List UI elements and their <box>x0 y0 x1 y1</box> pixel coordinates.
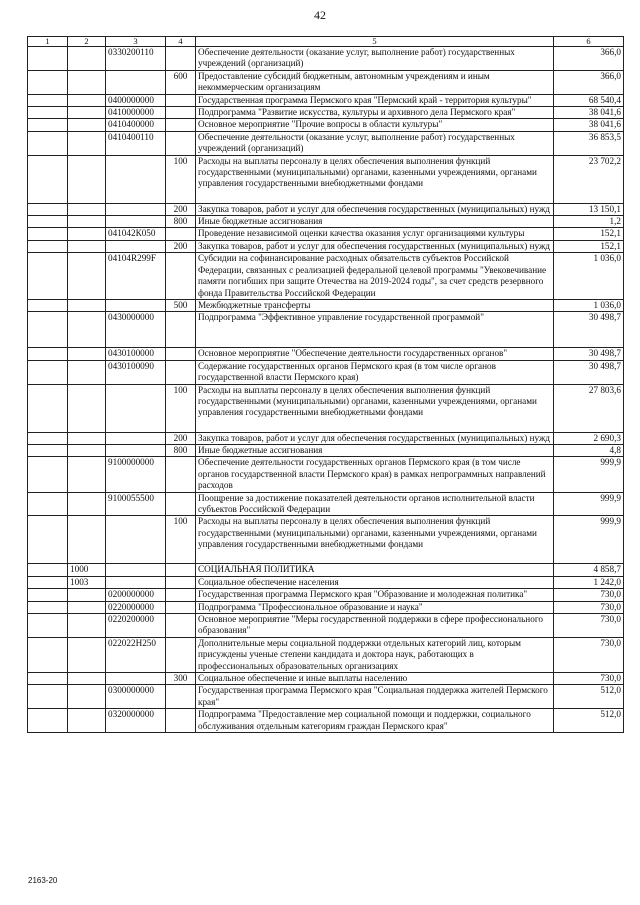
target-article-cell: 0220200000 <box>106 614 166 638</box>
expense-type-cell <box>166 564 196 576</box>
target-article-cell: 9100055500 <box>106 492 166 516</box>
subsection-cell <box>68 216 106 228</box>
amount-cell: 1 036,0 <box>554 253 624 300</box>
amount-cell: 2 690,3 <box>554 432 624 444</box>
target-article-cell: 041042К050 <box>106 228 166 240</box>
expense-type-cell: 600 <box>166 70 196 94</box>
section-cell <box>28 564 68 576</box>
column-header-2: 2 <box>68 37 106 47</box>
item-name-cell: Закупка товаров, работ и услуг для обеспечения государственных (муниципальных) нужд <box>196 240 554 252</box>
subsection-cell <box>68 492 106 516</box>
item-name-cell: Государственная программа Пермского края "Пермский край - территория культуры" <box>196 94 554 106</box>
expense-type-cell: 200 <box>166 203 196 215</box>
target-article-cell: 022022Н250 <box>106 637 166 672</box>
target-article-cell <box>106 384 166 432</box>
subsection-cell <box>68 240 106 252</box>
column-header-1: 1 <box>28 37 68 47</box>
amount-cell: 68 540,4 <box>554 94 624 106</box>
amount-cell: 30 498,7 <box>554 348 624 360</box>
column-header-4: 4 <box>166 37 196 47</box>
expense-type-cell <box>166 119 196 131</box>
target-article-cell: 0330200110 <box>106 47 166 71</box>
item-name-cell: Предоставление субсидий бюджетным, автономным учреждениям и иным некоммерческим организациям <box>196 70 554 94</box>
subsection-cell <box>68 203 106 215</box>
amount-cell: 730,0 <box>554 637 624 672</box>
target-article-cell: 0410400110 <box>106 131 166 155</box>
expense-type-cell <box>166 360 196 384</box>
subsection-cell <box>68 444 106 456</box>
subsection-cell: 1003 <box>68 576 106 588</box>
amount-cell: 999,9 <box>554 457 624 492</box>
amount-cell: 366,0 <box>554 47 624 71</box>
target-article-cell: 0410000000 <box>106 107 166 119</box>
section-cell <box>28 348 68 360</box>
amount-cell: 512,0 <box>554 709 624 733</box>
subsection-cell <box>68 614 106 638</box>
item-name-cell: Содержание государственных органов Пермского края (в том числе органов государственной власти Пермского края) <box>196 360 554 384</box>
subsection-cell <box>68 119 106 131</box>
section-cell <box>28 203 68 215</box>
expense-type-cell: 200 <box>166 240 196 252</box>
table-row <box>28 216 624 228</box>
item-name-cell: Социальное обеспечение и иные выплаты населению <box>196 673 554 685</box>
item-name-cell: Расходы на выплаты персоналу в целях обеспечения выполнения функций государственными (муниципальными) органами, казенными учреждениями, органами управления государственными внебюджетными фондами <box>196 155 554 203</box>
subsection-cell <box>68 709 106 733</box>
expense-type-cell <box>166 228 196 240</box>
subsection-cell <box>68 360 106 384</box>
amount-cell: 4,8 <box>554 444 624 456</box>
section-cell <box>28 673 68 685</box>
section-cell <box>28 216 68 228</box>
subsection-cell <box>68 94 106 106</box>
amount-cell: 1 242,0 <box>554 576 624 588</box>
section-cell <box>28 685 68 709</box>
expense-type-cell <box>166 601 196 613</box>
table-row <box>28 119 624 131</box>
expense-type-cell <box>166 492 196 516</box>
target-article-cell: 0410400000 <box>106 119 166 131</box>
target-article-cell <box>106 216 166 228</box>
table-row <box>28 601 624 613</box>
amount-cell: 152,1 <box>554 228 624 240</box>
item-name-cell: Проведение независимой оценки качества оказания услуг организациями культуры <box>196 228 554 240</box>
amount-cell: 30 498,7 <box>554 312 624 348</box>
section-cell <box>28 492 68 516</box>
column-header-3: 3 <box>106 37 166 47</box>
target-article-cell <box>106 516 166 564</box>
target-article-cell: 0400000000 <box>106 94 166 106</box>
target-article-cell <box>106 564 166 576</box>
item-name-cell: Государственная программа Пермского края "Социальная поддержка жителей Пермского края" <box>196 685 554 709</box>
expense-type-cell <box>166 131 196 155</box>
item-name-cell: Обеспечение деятельности (оказание услуг, выполнение работ) государственных учреждений (организаций) <box>196 47 554 71</box>
item-name-cell: Расходы на выплаты персоналу в целях обеспечения выполнения функций государственными (муниципальными) органами, казенными учреждениями, органами управления государственными внебюджетными фондами <box>196 516 554 564</box>
target-article-cell <box>106 299 166 311</box>
expense-type-cell: 200 <box>166 432 196 444</box>
table-row <box>28 312 624 348</box>
table-row <box>28 203 624 215</box>
table-row <box>28 432 624 444</box>
subsection-cell <box>68 384 106 432</box>
item-name-cell: Межбюджетные трансферты <box>196 299 554 311</box>
amount-cell: 366,0 <box>554 70 624 94</box>
expense-type-cell <box>166 589 196 601</box>
section-cell <box>28 384 68 432</box>
item-name-cell: Основное мероприятие "Обеспечение деятельности государственных органов" <box>196 348 554 360</box>
table-row <box>28 492 624 516</box>
subsection-cell: 1000 <box>68 564 106 576</box>
expense-type-cell <box>166 637 196 672</box>
expense-type-cell: 100 <box>166 155 196 203</box>
section-cell <box>28 589 68 601</box>
table-row <box>28 107 624 119</box>
item-name-cell: Государственная программа Пермского края "Образование и молодежная политика" <box>196 589 554 601</box>
table-row <box>28 709 624 733</box>
section-cell <box>28 432 68 444</box>
item-name-cell: Основное мероприятие "Прочие вопросы в области культуры" <box>196 119 554 131</box>
table-row <box>28 516 624 564</box>
section-cell <box>28 601 68 613</box>
budget-table <box>27 36 624 733</box>
target-article-cell: 0200000000 <box>106 589 166 601</box>
item-name-cell: Обеспечение деятельности государственных органов Пермского края (в том числе органов государственной власти Пермского края) в рамках непрограммных направлений расходов <box>196 457 554 492</box>
table-row <box>28 131 624 155</box>
subsection-cell <box>68 673 106 685</box>
subsection-cell <box>68 589 106 601</box>
column-header-5: 5 <box>196 37 554 47</box>
expense-type-cell <box>166 107 196 119</box>
table-row <box>28 94 624 106</box>
subsection-cell <box>68 685 106 709</box>
table-row <box>28 299 624 311</box>
amount-cell: 730,0 <box>554 601 624 613</box>
amount-cell: 730,0 <box>554 614 624 638</box>
section-cell <box>28 360 68 384</box>
expense-type-cell: 300 <box>166 673 196 685</box>
item-name-cell: Иные бюджетные ассигнования <box>196 216 554 228</box>
table-row <box>28 457 624 492</box>
table-row <box>28 228 624 240</box>
amount-cell: 36 853,5 <box>554 131 624 155</box>
column-header-6: 6 <box>554 37 624 47</box>
table-row <box>28 685 624 709</box>
target-article-cell <box>106 432 166 444</box>
subsection-cell <box>68 432 106 444</box>
table-row <box>28 673 624 685</box>
target-article-cell: 0430100000 <box>106 348 166 360</box>
amount-cell: 152,1 <box>554 240 624 252</box>
amount-cell: 730,0 <box>554 589 624 601</box>
table-row <box>28 70 624 94</box>
table-row <box>28 576 624 588</box>
target-article-cell <box>106 673 166 685</box>
table-row <box>28 589 624 601</box>
expense-type-cell <box>166 457 196 492</box>
subsection-cell <box>68 47 106 71</box>
item-name-cell: Подпрограмма "Предоставление мер социальной помощи и поддержки, социального обслуживания отдельным категориям граждан Пермского края" <box>196 709 554 733</box>
expense-type-cell <box>166 94 196 106</box>
table-body <box>28 47 624 733</box>
amount-cell: 4 858,7 <box>554 564 624 576</box>
item-name-cell: Подпрограмма "Профессиональное образование и наука" <box>196 601 554 613</box>
amount-cell: 27 803,6 <box>554 384 624 432</box>
amount-cell: 23 702,2 <box>554 155 624 203</box>
table-row <box>28 564 624 576</box>
section-cell <box>28 107 68 119</box>
table-row <box>28 155 624 203</box>
subsection-cell <box>68 516 106 564</box>
table-row <box>28 637 624 672</box>
subsection-cell <box>68 299 106 311</box>
target-article-cell: 0430100090 <box>106 360 166 384</box>
amount-cell: 38 041,6 <box>554 107 624 119</box>
item-name-cell: Подпрограмма "Эффективное управление государственной программой" <box>196 312 554 348</box>
item-name-cell: Субсидии на софинансирование расходных обязательств субъектов Российской Федерации, связанных с реализацией федеральной целевой программы "Увековечивание памяти погибших при защите Отечества на 2019-2024 годы", за счет средств резервного фонда Правительства Российской Федерации <box>196 253 554 300</box>
expense-type-cell <box>166 709 196 733</box>
subsection-cell <box>68 70 106 94</box>
section-cell <box>28 516 68 564</box>
target-article-cell <box>106 576 166 588</box>
subsection-cell <box>68 228 106 240</box>
amount-cell: 38 041,6 <box>554 119 624 131</box>
expense-type-cell <box>166 47 196 71</box>
target-article-cell: 04104R299F <box>106 253 166 300</box>
expense-type-cell <box>166 576 196 588</box>
amount-cell: 1,2 <box>554 216 624 228</box>
expense-type-cell: 100 <box>166 516 196 564</box>
amount-cell: 512,0 <box>554 685 624 709</box>
section-cell <box>28 119 68 131</box>
amount-cell: 13 150,1 <box>554 203 624 215</box>
amount-cell: 999,9 <box>554 492 624 516</box>
target-article-cell: 0320000000 <box>106 709 166 733</box>
expense-type-cell <box>166 685 196 709</box>
section-cell <box>28 47 68 71</box>
item-name-cell: Обеспечение деятельности (оказание услуг, выполнение работ) государственных учреждений (организаций) <box>196 131 554 155</box>
expense-type-cell: 500 <box>166 299 196 311</box>
target-article-cell: 0300000000 <box>106 685 166 709</box>
section-cell <box>28 576 68 588</box>
section-cell <box>28 70 68 94</box>
subsection-cell <box>68 155 106 203</box>
item-name-cell: Закупка товаров, работ и услуг для обеспечения государственных (муниципальных) нужд <box>196 203 554 215</box>
table-row <box>28 253 624 300</box>
item-name-cell: Дополнительные меры социальной поддержки отдельных категорий лиц, которым присуждены ученые степени кандидата и доктора наук, работающих в профессиональных образовательных организациях <box>196 637 554 672</box>
target-article-cell: 0430000000 <box>106 312 166 348</box>
section-cell <box>28 131 68 155</box>
amount-cell: 30 498,7 <box>554 360 624 384</box>
footer-document-code: 2163-20 <box>28 876 58 885</box>
section-cell <box>28 253 68 300</box>
expense-type-cell: 800 <box>166 444 196 456</box>
section-cell <box>28 240 68 252</box>
item-name-cell: Поощрение за достижение показателей деятельности органов исполнительной власти субъектов Российской Федерации <box>196 492 554 516</box>
table-row <box>28 47 624 71</box>
section-cell <box>28 312 68 348</box>
section-cell <box>28 637 68 672</box>
page-number: 42 <box>314 8 326 22</box>
item-name-cell: СОЦИАЛЬНАЯ ПОЛИТИКА <box>196 564 554 576</box>
subsection-cell <box>68 131 106 155</box>
section-cell <box>28 444 68 456</box>
table-row <box>28 384 624 432</box>
table-row <box>28 614 624 638</box>
item-name-cell: Подпрограмма "Развитие искусства, культуры и архивного дела Пермского края" <box>196 107 554 119</box>
expense-type-cell <box>166 312 196 348</box>
expense-type-cell <box>166 614 196 638</box>
item-name-cell: Основное мероприятие "Меры государственной поддержки в сфере профессионального образования" <box>196 614 554 638</box>
section-cell <box>28 457 68 492</box>
target-article-cell: 9100000000 <box>106 457 166 492</box>
target-article-cell <box>106 203 166 215</box>
expense-type-cell <box>166 253 196 300</box>
table-row <box>28 360 624 384</box>
subsection-cell <box>68 637 106 672</box>
section-cell <box>28 94 68 106</box>
section-cell <box>28 614 68 638</box>
table-row <box>28 444 624 456</box>
amount-cell: 999,9 <box>554 516 624 564</box>
expense-type-cell <box>166 348 196 360</box>
target-article-cell <box>106 444 166 456</box>
item-name-cell: Расходы на выплаты персоналу в целях обеспечения выполнения функций государственными (муниципальными) органами, казенными учреждениями, органами управления государственными внебюджетными фондами <box>196 384 554 432</box>
subsection-cell <box>68 348 106 360</box>
item-name-cell: Социальное обеспечение населения <box>196 576 554 588</box>
section-cell <box>28 299 68 311</box>
expense-type-cell: 800 <box>166 216 196 228</box>
target-article-cell <box>106 240 166 252</box>
target-article-cell <box>106 155 166 203</box>
subsection-cell <box>68 601 106 613</box>
table-header-row <box>28 37 624 47</box>
subsection-cell <box>68 457 106 492</box>
subsection-cell <box>68 253 106 300</box>
subsection-cell <box>68 312 106 348</box>
section-cell <box>28 155 68 203</box>
amount-cell: 1 036,0 <box>554 299 624 311</box>
subsection-cell <box>68 107 106 119</box>
expense-type-cell: 100 <box>166 384 196 432</box>
item-name-cell: Иные бюджетные ассигнования <box>196 444 554 456</box>
amount-cell: 730,0 <box>554 673 624 685</box>
table-row <box>28 240 624 252</box>
target-article-cell: 0220000000 <box>106 601 166 613</box>
section-cell <box>28 228 68 240</box>
table-row <box>28 348 624 360</box>
target-article-cell <box>106 70 166 94</box>
item-name-cell: Закупка товаров, работ и услуг для обеспечения государственных (муниципальных) нужд <box>196 432 554 444</box>
section-cell <box>28 709 68 733</box>
